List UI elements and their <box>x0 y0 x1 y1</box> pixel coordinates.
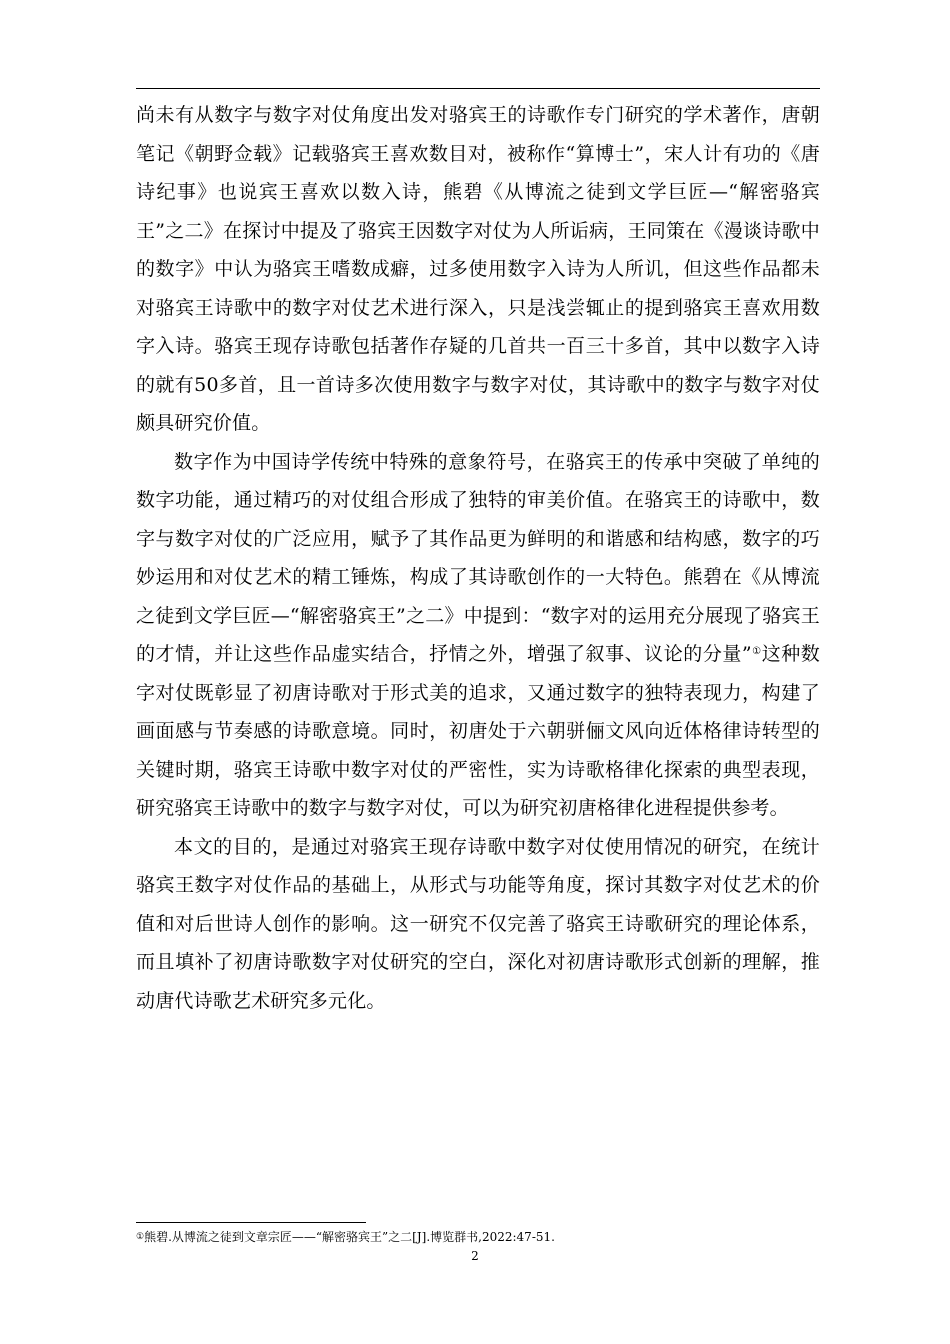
footnote <box>136 1228 820 1246</box>
paragraph: 尚未有从数字与数字对仗角度出发对骆宾王的诗歌作专门研究的学术著作，唐朝笔记《朝野佥载》记载骆宾王喜欢数目对，被称作“算博士”，宋人计有功的《唐诗纪事》也说宾王喜欢以数入诗，熊碧《从博流之徒到文学巨匠—“解密骆宾王”之二》在探讨中提及了骆宾王因数字对仗为人所诟病，王同策在《漫谈诗歌中的数字》中认为骆宾王嗜数成癖，过多使用数字入诗为人所讥，但这些作品都未对骆宾王诗歌中的数字对仗艺术进行深入，只是浅尝辄止的提到骆宾王喜欢用数字入诗。骆宾王现存诗歌包括著作存疑的几首共一百三十多首，其中以数字入诗的就有50多首，且一首诗多次使用数字与数字对仗，其诗歌中的数字与数字对仗颇具研究价值。 <box>136 104 820 434</box>
paragraph-text: 这种数字对仗既彰显了初唐诗歌对于形式美的追求，又通过数字的独特表现力，构建了画面感与节奏感的诗歌意境。同时，初唐处于六朝骈俪文风向近体格律诗转型的关键时期，骆宾王诗歌中数字对仗的严密性，实为诗歌格律化探索的典型表现，研究骆宾王诗歌中的数字与数字对仗，可以为研究初唐格律化进程提供参考。 <box>136 643 820 819</box>
footnote-marker: ① <box>136 1232 145 1242</box>
paragraph: 本文的目的，是通过对骆宾王现存诗歌中数字对仗使用情况的研究，在统计骆宾王数字对仗作品的基础上，从形式与功能等角度，探讨其数字对仗艺术的价值和对后世诗人创作的影响。这一研究不仅完善了骆宾王诗歌研究的理论体系，而且填补了初唐诗歌数字对仗研究的空白，深化对初唐诗歌形式创新的理解，推动唐代诗歌艺术研究多元化。 <box>136 835 820 1012</box>
footnote-text: 熊碧.从博流之徒到文章宗匠——“解密骆宾王”之二[J].博览群书,2022:47-51. <box>144 1230 555 1244</box>
paragraph-text: 数字作为中国诗学传统中特殊的意象符号，在骆宾王的传承中突破了单纯的数字功能，通过精巧的对仗组合形成了独特的审美价值。在骆宾王的诗歌中，数字与数字对仗的广泛应用，赋予了其作品更为鲜明的和谐感和结构感，数字的巧妙运用和对仗艺术的精工锤炼，构成了其诗歌创作的一大特色。熊碧在《从博流之徒到文学巨匠—“解密骆宾王”之二》中提到：“数字对的运用充分展现了骆宾王的才情，并让这些作品虚实结合，抒情之外，增强了叙事、议论的分量” <box>136 450 820 665</box>
header-rule <box>136 88 820 89</box>
footnote-reference: ① <box>751 646 762 657</box>
page-number: 2 <box>471 1249 479 1263</box>
body-text <box>136 96 820 1020</box>
footnote-separator <box>136 1222 366 1223</box>
paragraph <box>136 443 820 828</box>
